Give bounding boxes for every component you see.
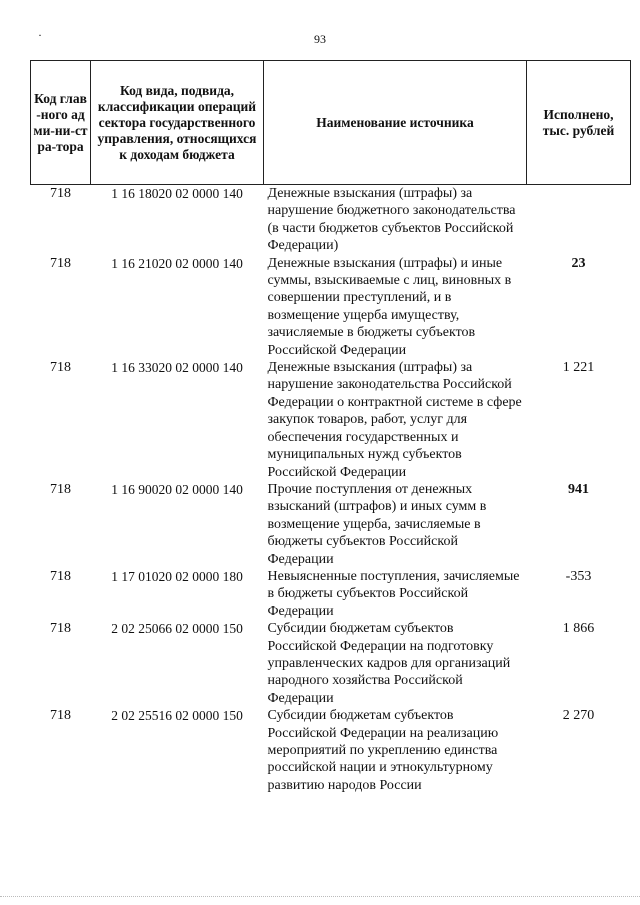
table-row [31,255,631,359]
cell-name: Субсидии бюджетам субъектов Российской Федерации на реализацию мероприятий по укреплению единства российской нации и этнокультурному развитию народов России [267,708,499,793]
table-row [31,359,631,481]
cell-admin: 718 [50,481,71,497]
cell-admin: 718 [50,568,71,584]
cell-name: Прочие поступления от денежных взысканий (штрафов) и иных сумм в возмещение ущерба, зачисляемые в бюджеты субъектов Российской Федерации [267,481,487,567]
cell-code: 2 02 25066 02 0000 150 [111,621,243,637]
cell-value: 941 [568,481,589,497]
cell-value: 1 866 [562,621,595,637]
header-admin-code: Код глав-ного адми-ни-стра-тора [31,61,91,185]
header-source-name: Наименование источника [264,61,527,185]
cell-admin: 718 [50,621,71,637]
table-row [31,185,631,255]
table-row [31,568,631,620]
cell-code: 1 16 18020 02 0000 140 [111,186,243,201]
cell-name: Субсидии бюджетам субъектов Российской Федерации на подготовку управленческих кадров для организаций народного хозяйства Российской Федерации [267,621,511,706]
cell-admin: 718 [50,708,71,724]
bottom-scan-edge [0,896,640,897]
table-body [31,185,631,795]
cell-value: -353 [565,568,592,584]
page-number: 93 [314,32,326,46]
cell-value: 23 [571,255,586,271]
cell-value: 2 270 [562,708,595,724]
cell-admin: 718 [50,360,71,376]
cell-name: Денежные взыскания (штрафы) и иные суммы, взыскиваемые с лиц, виновных в совершении преступлений, и в возмещение ущерба имуществу, зачисляемые в бюджеты субъектов Российской Федерации [267,255,512,358]
header-type-code: Код вида, подвида, классификации операций сектора государственного управления, относящихся к доходам бюджета [91,61,264,185]
cell-code: 2 02 25516 02 0000 150 [111,708,243,724]
cell-name: Невыясненные поступления, зачисляемые в бюджеты субъектов Российской Федерации [267,568,520,619]
table-header [31,61,631,185]
revenue-table-container [30,60,630,794]
cell-code: 1 16 33020 02 0000 140 [111,360,243,376]
table-row [31,707,631,794]
cell-admin: 718 [50,255,71,271]
cell-code: 1 17 01020 02 0000 180 [111,568,243,584]
cell-code: 1 16 21020 02 0000 140 [111,255,243,271]
cell-admin: 718 [50,186,71,201]
cell-name: Денежные взыскания (штрафы) за нарушение бюджетного законодательства (в части бюджетов субъектов Российской Федерации) [267,186,516,254]
revenue-table [30,60,631,794]
cell-code: 1 16 90020 02 0000 140 [111,481,243,497]
cell-value: 1 221 [562,360,595,376]
table-row [31,620,631,707]
table-row [31,481,631,568]
cell-value [527,185,631,255]
header-executed: Исполнено, тыс. рублей [527,61,631,185]
cell-name: Денежные взыскания (штрафы) за нарушение законодательства Российской Федерации о контрактной системе в сфере закупок товаров, работ, услуг для обеспечения государственных и муниципальных нужд субъектов Российской Федерации [267,360,522,480]
scan-mark: · [38,28,42,42]
